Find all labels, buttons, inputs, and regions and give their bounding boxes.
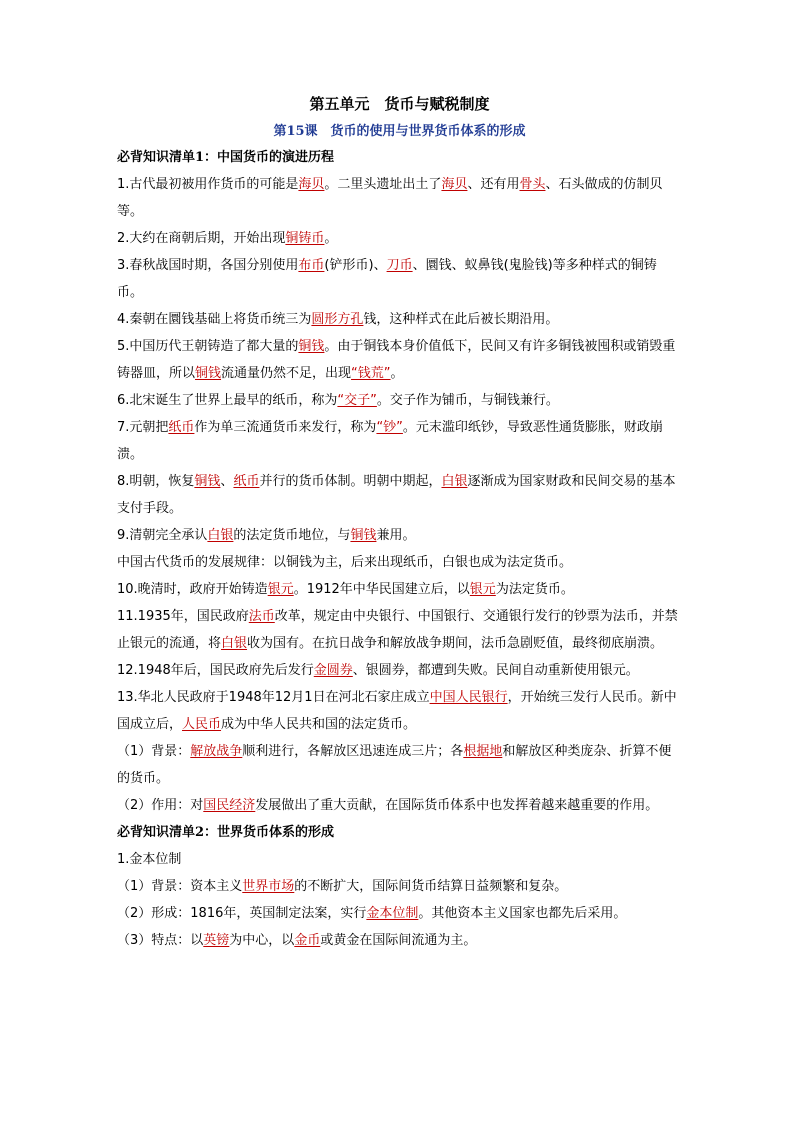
key-term: 纸币 (233, 474, 260, 489)
key-term: 铜钱 (298, 339, 325, 354)
text-run: 7.元朝把 (117, 420, 169, 435)
text-run: 9.清朝完全承认 (117, 528, 208, 543)
paragraph (117, 900, 682, 927)
text-run: 8.明朝，恢复 (117, 474, 195, 489)
text-run: 顺利进行，各解放区迅速连成三片；各 (242, 744, 464, 759)
paragraph (117, 603, 682, 657)
text-run: 12.1948年后，国民政府先后发行 (117, 663, 314, 678)
paragraph (117, 738, 682, 792)
text-run: 的不断扩大，国际间货币结算日益频繁和复杂。 (294, 879, 568, 894)
paragraph (117, 252, 682, 306)
key-term: “钞” (376, 420, 403, 435)
text-run: 发展做出了重大贡献，在国际货币体系中也发挥着越来越重要的作用。 (255, 798, 659, 813)
text-run: 为法定货币。 (495, 582, 574, 597)
unit-title: 第五单元 货币与赋税制度 (309, 95, 490, 113)
key-term: 铜钱 (194, 474, 221, 489)
paragraph (117, 549, 682, 576)
text-run: 、还有用 (467, 177, 520, 192)
key-term: 国民经济 (203, 798, 256, 813)
text-run: 11.1935年，国民政府 (117, 609, 249, 624)
text-run: 。元末滥印纸钞，导致恶性通货膨胀，财政崩溃。 (117, 420, 663, 462)
key-term: 金本位制 (366, 906, 419, 921)
key-term: 银元 (267, 582, 294, 597)
key-term: 白银 (441, 474, 468, 489)
text-run: 4.秦朝在圜钱基础上将货币统三为 (117, 312, 312, 327)
text-run: 2.大约在商朝后期，开始出现 (117, 231, 286, 246)
text-run: 或黄金在国际间流通为主。 (320, 933, 477, 948)
key-term: 铜钱 (350, 528, 377, 543)
text-run: （1）背景：资本主义 (117, 879, 243, 894)
key-term: 海贝 (441, 177, 468, 192)
text-run: (铲形币)、 (324, 258, 387, 273)
paragraph (117, 846, 682, 873)
key-term: 英镑 (203, 933, 230, 948)
text-run: 和解放区种类庞杂、折算不便的货币。 (117, 744, 672, 786)
text-run: 。交子作为铺币，与铜钱兼行。 (376, 393, 559, 408)
key-term: 金圆券 (313, 663, 353, 678)
paragraph (117, 927, 682, 954)
key-term: 白银 (207, 528, 234, 543)
text-run: 。1912年中华民国建立后，以 (293, 582, 470, 597)
key-term: 铜铸币 (285, 231, 325, 246)
key-term: 根据地 (463, 744, 503, 759)
key-term: 纸币 (168, 420, 195, 435)
section-heading: 必背知识清单2：世界货币体系的形成 (117, 825, 335, 840)
text-run: 钱，这种样式在此后被长期沿用。 (363, 312, 559, 327)
text-run: 并行的货币体制。明朝中期起， (259, 474, 442, 489)
paragraph (117, 522, 682, 549)
paragraph (117, 225, 682, 252)
section-heading: 必背知识清单1：中国货币的演进历程 (117, 150, 335, 165)
text-run: 流通量仍然不足，出现 (221, 366, 352, 381)
text-run: 中国古代货币的发展规律：以铜钱为主，后来出现纸币，白银也成为法定货币。 (117, 555, 573, 570)
key-term: 世界市场 (242, 879, 295, 894)
text-run: 5.中国历代王朝铸造了都大量的 (117, 339, 299, 354)
text-run: 的法定货币地位，与 (233, 528, 351, 543)
key-term: 刀币 (386, 258, 413, 273)
key-term: 白银 (221, 636, 248, 651)
text-run: 13.华北人民政府于1948年12月1日在河北石家庄成立 (117, 690, 430, 705)
text-run: （3）特点：以 (117, 933, 204, 948)
key-term: 银元 (469, 582, 496, 597)
key-term: 圆形方孔 (311, 312, 364, 327)
text-run: 、 (220, 474, 234, 489)
text-run: 收为国有。在抗日战争和解放战争期间，法币急剧贬值，最终彻底崩溃。 (247, 636, 664, 651)
text-run: 。二里头遗址出土了 (324, 177, 442, 192)
text-run: 6.北宋诞生了世界上最早的纸币，称为 (117, 393, 338, 408)
paragraph (117, 387, 682, 414)
text-run: （1）背景： (117, 744, 191, 759)
key-term: 解放战争 (190, 744, 243, 759)
text-run: 、石头做成的仿制贝等。 (117, 177, 663, 219)
key-term: 中国人民银行 (429, 690, 508, 705)
paragraph (117, 306, 682, 333)
key-term: 金币 (294, 933, 321, 948)
paragraph (117, 657, 682, 684)
text-run: 兼用。 (376, 528, 416, 543)
paragraph (117, 792, 682, 819)
lesson-title: 第15课 货币的使用与世界货币体系的形成 (273, 124, 526, 139)
key-term: 人民币 (182, 717, 222, 732)
key-term: 法币 (248, 609, 275, 624)
key-term: “钱荒” (351, 366, 391, 381)
text-run: 1.古代最初被用作货币的可能是 (117, 177, 299, 192)
text-run: 3.春秋战国时期，各国分别使用 (117, 258, 299, 273)
text-run: 、银圆券，都遭到失败。民间自动重新使用银元。 (352, 663, 639, 678)
document-page (117, 92, 682, 954)
text-run: 为中心，以 (229, 933, 295, 948)
key-term: “交子” (337, 393, 377, 408)
text-run: 、圜钱、蚁鼻钱(鬼脸钱)等多种样式的铜铸币。 (117, 258, 657, 300)
text-run: 。 (324, 231, 338, 246)
text-run: （2）作用：对 (117, 798, 204, 813)
paragraph (117, 576, 682, 603)
paragraph (117, 468, 682, 522)
text-run: 。由于铜钱本身价值低下，民间又有许多铜钱被囤积或销毁重铸器皿，所以 (117, 339, 676, 381)
text-run: 逐渐成为国家财政和民间交易的基本支付手段。 (117, 474, 676, 516)
text-run: 10.晚清时，政府开始铸造 (117, 582, 268, 597)
key-term: 海贝 (298, 177, 325, 192)
paragraph (117, 171, 682, 225)
paragraph (117, 414, 682, 468)
text-run: 作为单三流通货币来发行，称为 (194, 420, 377, 435)
paragraph (117, 684, 682, 738)
document-body (117, 144, 682, 954)
text-run: 成为中华人民共和国的法定货币。 (221, 717, 417, 732)
text-run: 改革，规定由中央银行、中国银行、交通银行发行的钞票为法币，并禁止银元的流通，将 (117, 609, 678, 651)
text-run: 1.金本位制 (117, 852, 182, 867)
key-term: 骨头 (519, 177, 546, 192)
text-run: 。 (390, 366, 404, 381)
paragraph (117, 333, 682, 387)
text-run: （2）形成：1816年，英国制定法案，实行 (117, 906, 367, 921)
text-run: 。其他资本主义国家也都先后采用。 (418, 906, 627, 921)
key-term: 布币 (298, 258, 325, 273)
key-term: 铜钱 (195, 366, 222, 381)
text-run: ，开始统三发行人民币。新中国成立后， (117, 690, 677, 732)
paragraph (117, 873, 682, 900)
